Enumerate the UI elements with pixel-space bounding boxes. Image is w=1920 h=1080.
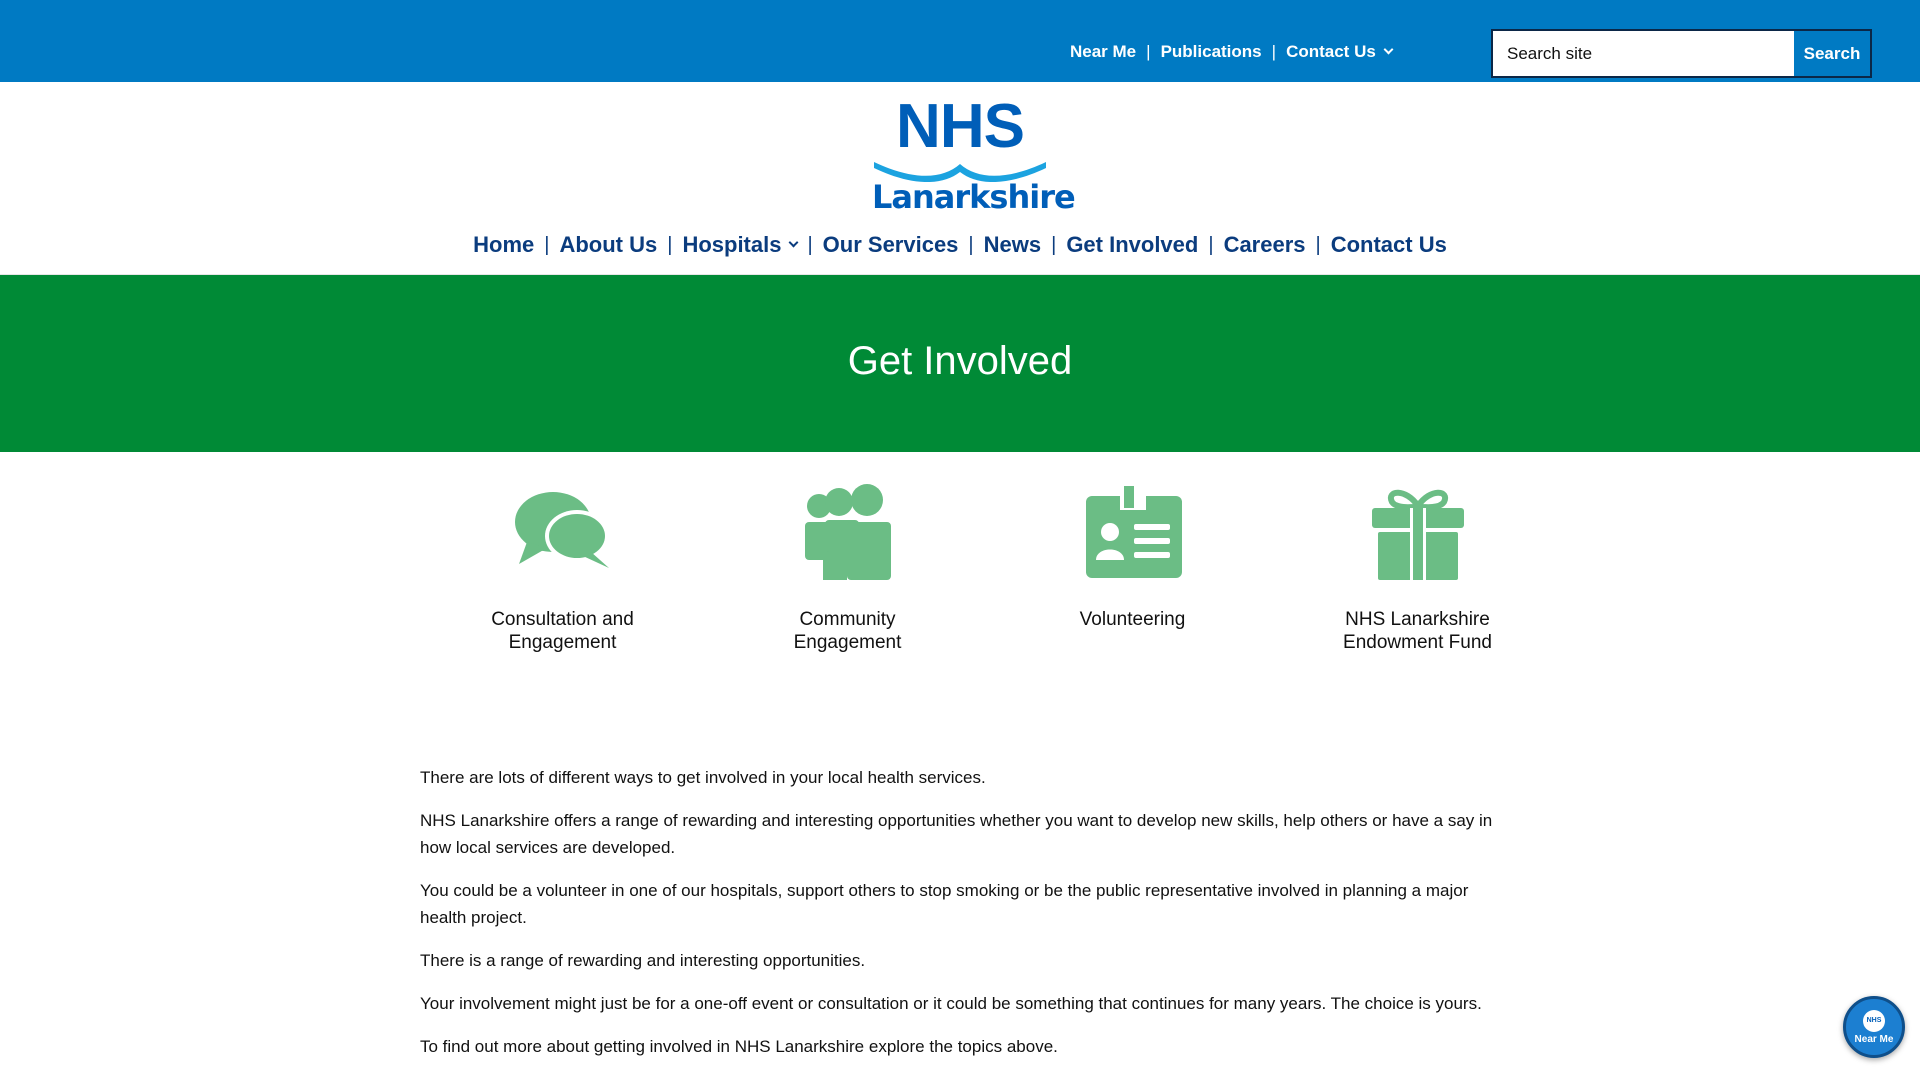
utility-separator: | xyxy=(1146,42,1151,61)
gift-icon xyxy=(1370,484,1466,580)
nav-item-get-involved[interactable]: Get Involved xyxy=(1066,232,1199,257)
utility-link-publications[interactable]: Publications xyxy=(1160,42,1262,61)
nav-item-home[interactable]: Home xyxy=(473,232,535,257)
content-paragraph: Your involvement might just be for a one-off event or consultation or it could be something that continues for many years. The choice is yours. xyxy=(420,994,1482,1013)
tile-nhs-lanarkshire-endowment-fund[interactable] xyxy=(1275,484,1560,654)
content-paragraph: There are lots of different ways to get involved in your local health services. xyxy=(420,768,986,787)
nav-separator: | xyxy=(968,233,974,256)
nav-item-careers[interactable]: Careers xyxy=(1223,232,1306,257)
nav-separator: | xyxy=(544,233,550,256)
nhs-badge-icon xyxy=(1863,1010,1885,1032)
near-me-label: Near Me xyxy=(1854,1033,1894,1045)
page-title: Get Involved xyxy=(847,338,1073,383)
logo-nhs-text: NHS xyxy=(896,92,1024,161)
near-me-badge-text: NHS xyxy=(1866,1017,1882,1024)
nav-separator: | xyxy=(807,233,813,256)
tile-consultation-and-engagement[interactable] xyxy=(420,484,705,654)
speech-bubbles-icon xyxy=(513,484,613,580)
nav-separator: | xyxy=(1051,233,1057,256)
tile-label: NHS Lanarkshire Endowment Fund xyxy=(1343,609,1492,653)
utility-link-near-me[interactable]: Near Me xyxy=(1070,42,1137,61)
chevron-down-icon xyxy=(789,238,799,248)
page-content xyxy=(420,764,1500,1076)
utility-nav xyxy=(1070,42,1392,62)
tile-community-engagement[interactable] xyxy=(705,484,990,654)
people-group-icon xyxy=(803,484,893,580)
tile-label: Community Engagement xyxy=(793,609,902,653)
search-button[interactable]: Search xyxy=(1794,31,1870,76)
nav-item-hospitals[interactable] xyxy=(682,232,797,258)
nav-item-about-us[interactable]: About Us xyxy=(559,232,658,257)
nav-item-our-services[interactable]: Our Services xyxy=(822,232,959,257)
nav-separator: | xyxy=(667,233,673,256)
main-nav xyxy=(0,232,1920,258)
hero-banner xyxy=(0,275,1920,452)
nav-separator: | xyxy=(1315,233,1321,256)
content-paragraph: You could be a volunteer in one of our hospitals, support others to stop smoking or be the public representative involved in planning a major health project. xyxy=(420,881,1469,927)
utility-bar xyxy=(0,0,1920,82)
near-me-button[interactable] xyxy=(1843,996,1905,1058)
site-search xyxy=(1491,29,1872,78)
content-paragraph: To find out more about getting involved in NHS Lanarkshire explore the topics above. xyxy=(420,1037,1058,1056)
utility-link-contact-us[interactable] xyxy=(1286,42,1392,62)
nav-item-news[interactable]: News xyxy=(983,232,1042,257)
nhs-lanarkshire-logo[interactable] xyxy=(872,92,1075,220)
utility-separator: | xyxy=(1271,42,1277,61)
utility-link-contact-us-label: Contact Us xyxy=(1286,42,1376,61)
chevron-down-icon xyxy=(1383,45,1393,55)
nav-item-contact-us[interactable]: Contact Us xyxy=(1330,232,1447,257)
content-paragraph: NHS Lanarkshire offers a range of rewarding and interesting opportunities whether you want to develop new skills, help others or have a say in how local services are developed. xyxy=(420,811,1493,857)
tile-volunteering[interactable] xyxy=(990,484,1275,654)
logo-region-text: Lanarkshire xyxy=(872,178,1075,216)
content-paragraph: There is a range of rewarding and interesting opportunities. xyxy=(420,951,866,970)
tile-label: Volunteering xyxy=(1079,609,1186,630)
search-input[interactable] xyxy=(1493,31,1794,76)
tile-label: Consultation and Engagement xyxy=(491,609,634,653)
topic-tiles xyxy=(420,484,1560,654)
nav-separator: | xyxy=(1208,233,1214,256)
nav-item-hospitals-label: Hospitals xyxy=(682,232,782,257)
id-badge-icon xyxy=(1084,484,1182,580)
